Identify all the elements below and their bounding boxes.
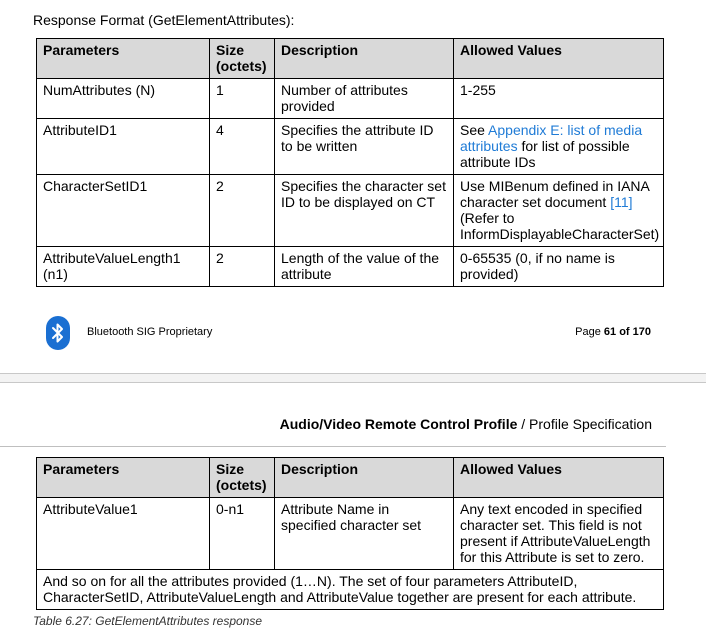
allowed-text-pre: Use MIBenum defined in IANA character set document — [460, 178, 650, 210]
profile-subtitle: / Profile Specification — [517, 416, 652, 432]
response-format-caption: Response Format (GetElementAttributes): — [33, 12, 295, 28]
cell-size: 2 — [210, 247, 275, 287]
cell-allowed: 0-65535 (0, if no name is provided) — [454, 247, 664, 287]
page-count: 61 of 170 — [603, 326, 651, 338]
response-format-table-continued — [36, 457, 664, 610]
cell-description: Attribute Name in specified character set — [275, 498, 454, 570]
page-header — [280, 416, 652, 432]
cell-parameter: AttributeID1 — [37, 119, 210, 175]
footer-proprietary-text: Bluetooth SIG Proprietary — [87, 326, 213, 338]
cell-size: 1 — [210, 79, 275, 119]
header-divider — [0, 446, 666, 447]
table-header-row — [37, 458, 664, 498]
cell-description: Length of the value of the attribute — [275, 247, 454, 287]
allowed-text-post: for list of possible attribute IDs — [460, 138, 630, 170]
cell-size: 4 — [210, 119, 275, 175]
table-row — [37, 119, 664, 175]
cell-description: Specifies the attribute ID to be written — [275, 119, 454, 175]
table-note-row — [37, 570, 664, 610]
header-allowed-values: Allowed Values — [454, 458, 664, 498]
page-number — [575, 326, 651, 338]
profile-title: Audio/Video Remote Control Profile — [279, 416, 518, 432]
bluetooth-logo — [46, 315, 70, 351]
table-note: And so on for all the attributes provided (1…N). The set of four parameters AttributeID, CharacterSetID, AttributeValueLength and AttributeValue together are present for each attribute. — [37, 570, 664, 610]
cell-allowed — [454, 175, 664, 247]
page-prefix: Page — [575, 326, 604, 338]
allowed-text-pre: See — [460, 122, 489, 138]
header-parameters: Parameters — [37, 39, 210, 79]
table-row — [37, 247, 664, 287]
allowed-text-post: (Refer to InformDisplayableCharacterSet) — [460, 210, 660, 242]
table-row — [37, 79, 664, 119]
cell-size: 2 — [210, 175, 275, 247]
cell-allowed: Any text encoded in specified character set. This field is not present if AttributeValueLength for this Attribute is set to zero. — [454, 498, 664, 570]
header-size: Size (octets) — [210, 458, 275, 498]
cell-allowed — [454, 119, 664, 175]
cell-parameter: AttributeValue1 — [37, 498, 210, 570]
cell-parameter: NumAttributes (N) — [37, 79, 210, 119]
table-caption: Table 6.27: GetElementAttributes response — [33, 614, 263, 628]
bluetooth-icon — [46, 316, 70, 350]
cell-size: 0-n1 — [210, 498, 275, 570]
header-allowed-values: Allowed Values — [454, 39, 664, 79]
reference-11-link[interactable]: [11] — [610, 194, 633, 210]
cell-parameter: AttributeValueLength1 (n1) — [37, 247, 210, 287]
appendix-e-link[interactable]: Appendix E: list of media attributes — [460, 122, 643, 154]
bluetooth-rune-icon — [51, 322, 65, 344]
response-format-table — [36, 38, 664, 287]
cell-description: Number of attributes provided — [275, 79, 454, 119]
table-header-row — [37, 39, 664, 79]
header-parameters: Parameters — [37, 458, 210, 498]
header-size: Size (octets) — [210, 39, 275, 79]
page-separator — [0, 373, 706, 383]
header-description: Description — [275, 458, 454, 498]
cell-parameter: CharacterSetID1 — [37, 175, 210, 247]
table-row — [37, 498, 664, 570]
cell-description: Specifies the character set ID to be displayed on CT — [275, 175, 454, 247]
cell-allowed: 1-255 — [454, 79, 664, 119]
header-description: Description — [275, 39, 454, 79]
table-row — [37, 175, 664, 247]
